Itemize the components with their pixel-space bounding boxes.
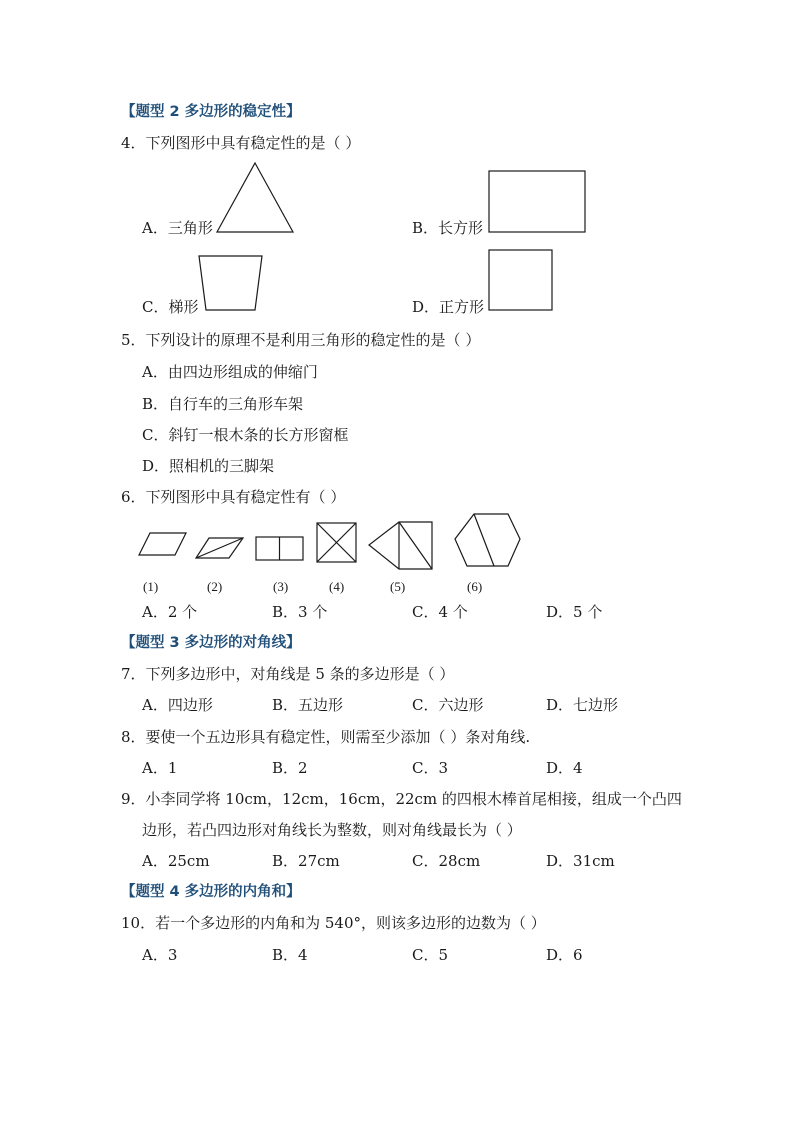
q5-option-d: D．照相机的三脚架 [142, 457, 275, 475]
q9-option-c: C．28cm [412, 852, 481, 870]
q4-option-a: A．三角形 [142, 219, 213, 237]
q4-option-c: C．梯形 [142, 298, 199, 316]
rectangle-with-midline-figure [255, 536, 305, 562]
q8-option-d: D．4 [546, 759, 583, 777]
section-heading-3: 【题型 3 多边形的对角线】 [121, 635, 301, 651]
q9-option-a: A．25cm [142, 852, 210, 870]
q10-option-d: D．6 [546, 946, 583, 964]
q8-option-c: C．3 [412, 759, 449, 777]
question-9-stem-line2: 边形，若凸四边形对角线长为整数，则对角线最长为（ ） [142, 821, 522, 839]
figure-label-6: (6) [467, 579, 483, 594]
q9-option-b: B．27cm [272, 852, 340, 870]
figure-label-4: (4) [329, 579, 345, 594]
section-heading-4: 【题型 4 多边形的内角和】 [121, 884, 301, 900]
q6-option-a: A．2 个 [142, 603, 198, 621]
q4-option-b: B．长方形 [412, 219, 484, 237]
parallelogram-figure [138, 531, 188, 557]
q9-option-d: D．31cm [546, 852, 615, 870]
figure-label-5: (5) [390, 579, 406, 594]
q10-option-c: C．5 [412, 946, 449, 964]
q8-option-a: A．1 [142, 759, 178, 777]
q5-option-a: A．由四边形组成的伸缩门 [142, 363, 318, 381]
question-6-stem: 6．下列图形中具有稳定性有（ ） [121, 488, 346, 506]
figure-label-2: (2) [207, 579, 223, 594]
question-10-stem: 10．若一个多边形的内角和为 540°，则该多边形的边数为（ ） [121, 914, 546, 932]
q7-option-c: C．六边形 [412, 696, 484, 714]
q4-option-d: D．正方形 [412, 298, 485, 316]
trapezoid-figure [197, 254, 265, 312]
q7-option-a: A．四边形 [142, 696, 213, 714]
figure-label-3: (3) [273, 579, 289, 594]
q7-option-d: D．七边形 [546, 696, 619, 714]
square-figure [488, 249, 554, 313]
figure-label-1: (1) [143, 579, 159, 594]
pentagon-triangulated-figure [368, 521, 434, 571]
q5-option-c: C．斜钉一根木条的长方形窗框 [142, 426, 349, 444]
q6-option-d: D．5 个 [546, 603, 603, 621]
section-heading-2: 【题型 2 多边形的稳定性】 [121, 104, 301, 120]
parallelogram-with-diagonal-figure [195, 536, 245, 560]
hexagon-with-diagonal-figure [454, 512, 522, 568]
q10-option-a: A．3 [142, 946, 178, 964]
question-8-stem: 8．要使一个五边形具有稳定性，则需至少添加（ ）条对角线. [121, 728, 531, 746]
square-with-diagonals-figure [316, 522, 358, 564]
question-5-stem: 5．下列设计的原理不是利用三角形的稳定性的是（ ） [121, 331, 481, 349]
q7-option-b: B．五边形 [272, 696, 344, 714]
triangle-figure [216, 162, 294, 234]
q6-option-c: C．4 个 [412, 603, 468, 621]
question-7-stem: 7．下列多边形中，对角线是 5 条的多边形是（ ） [121, 665, 455, 683]
question-4-stem: 4．下列图形中具有稳定性的是（ ） [121, 134, 361, 152]
q5-option-b: B．自行车的三角形车架 [142, 395, 304, 413]
question-9-stem-line1: 9．小李同学将 10cm，12cm，16cm，22cm 的四根木棒首尾相接，组成一个凸四 [121, 790, 682, 808]
q6-option-b: B．3 个 [272, 603, 328, 621]
q10-option-b: B．4 [272, 946, 308, 964]
rectangle-figure [488, 170, 588, 234]
q8-option-b: B．2 [272, 759, 308, 777]
